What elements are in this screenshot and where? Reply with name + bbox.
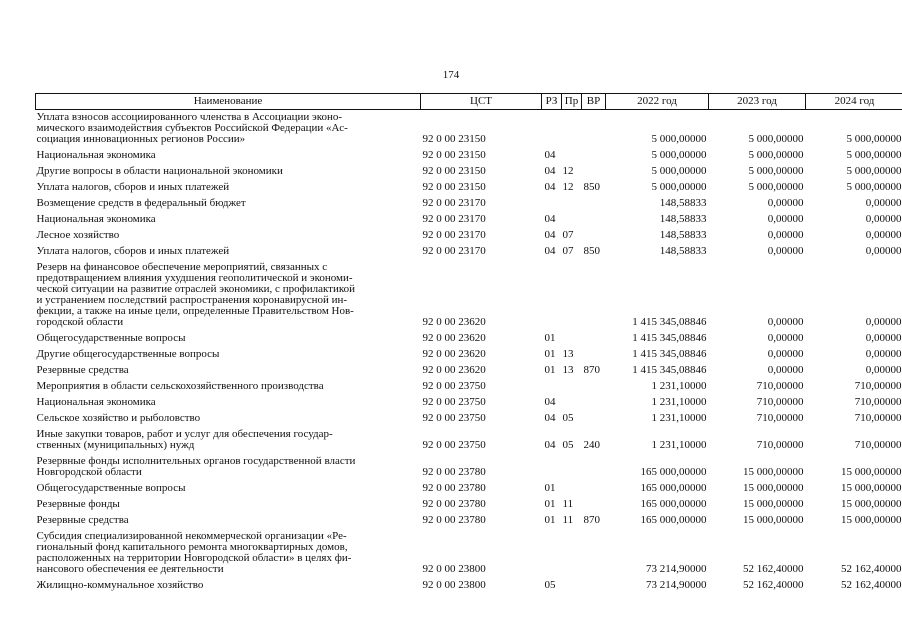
amount-2024-cell: 15 000,00000 xyxy=(841,482,902,494)
vr-cell xyxy=(582,260,606,331)
name-cell xyxy=(36,363,421,379)
cst-cell: 92 0 00 23800 xyxy=(422,563,486,575)
amount-2023-cell: 0,00000 xyxy=(767,364,804,376)
vr-cell xyxy=(582,481,606,497)
amount-2022-cell: 73 214,90000 xyxy=(646,579,707,591)
amount-2023-cell: 0,00000 xyxy=(767,332,804,344)
table-row xyxy=(36,110,902,149)
pr-cell: 07 xyxy=(562,229,574,241)
name-line: ческой ситуации на развитие отраслей экономики, с профилактикой xyxy=(36,283,356,295)
header-cst: ЦСТ xyxy=(421,94,542,110)
name-cell xyxy=(36,427,421,454)
pr-cell: 12 xyxy=(562,181,574,193)
name-line: Общегосударственные вопросы xyxy=(36,482,186,494)
name-line: фекции, а также на иные цели, определенные Правительством Нов- xyxy=(36,305,354,317)
name-line: Другие общегосударственные вопросы xyxy=(36,348,220,360)
pr-cell xyxy=(562,110,582,149)
amount-2022-cell: 165 000,00000 xyxy=(640,466,707,478)
amount-2024-cell: 5 000,00000 xyxy=(846,149,902,161)
amount-2023-cell: 0,00000 xyxy=(767,316,804,328)
header-name: Наименование xyxy=(36,94,421,110)
table-row xyxy=(36,260,902,331)
cst-cell: 92 0 00 23800 xyxy=(422,579,486,591)
name-line: и устранением последствий распространения коронавирусной ин- xyxy=(36,294,348,306)
table-row xyxy=(36,164,902,180)
pr-cell xyxy=(562,529,582,578)
name-line: Национальная экономика xyxy=(36,149,156,161)
rz-cell: 01 xyxy=(544,482,556,494)
cst-cell: 92 0 00 23170 xyxy=(422,197,486,209)
amount-2023-cell: 0,00000 xyxy=(767,229,804,241)
amount-2024-cell: 710,00000 xyxy=(854,380,902,392)
amount-2022-cell: 1 415 345,08846 xyxy=(632,364,707,376)
name-line: Национальная экономика xyxy=(36,396,156,408)
amount-2022-cell: 5 000,00000 xyxy=(651,149,707,161)
pr-cell xyxy=(562,260,582,331)
amount-2022-cell: 148,58833 xyxy=(659,229,707,241)
name-cell xyxy=(36,212,421,228)
table-row xyxy=(36,148,902,164)
vr-cell xyxy=(582,379,606,395)
table-row xyxy=(36,529,902,578)
table-row xyxy=(36,363,902,379)
name-line: социация инновационных регионов России» xyxy=(36,133,246,145)
name-cell xyxy=(36,244,421,260)
rz-cell: 01 xyxy=(544,348,556,360)
name-cell xyxy=(36,529,421,578)
vr-cell xyxy=(582,228,606,244)
cst-cell: 92 0 00 23620 xyxy=(422,316,486,328)
amount-2024-cell: 710,00000 xyxy=(854,396,902,408)
table-row xyxy=(36,228,902,244)
pr-cell xyxy=(562,395,582,411)
amount-2022-cell: 5 000,00000 xyxy=(651,133,707,145)
name-line: Резервные средства xyxy=(36,514,129,526)
amount-2022-cell: 1 415 345,08846 xyxy=(632,348,707,360)
cst-cell: 92 0 00 23750 xyxy=(422,412,486,424)
cst-cell: 92 0 00 23620 xyxy=(422,332,486,344)
amount-2023-cell: 52 162,40000 xyxy=(743,563,804,575)
vr-cell xyxy=(582,212,606,228)
cst-cell: 92 0 00 23620 xyxy=(422,364,486,376)
cst-cell: 92 0 00 23150 xyxy=(422,165,486,177)
table-header xyxy=(36,94,902,110)
table-row xyxy=(36,454,902,481)
cst-cell: 92 0 00 23170 xyxy=(422,245,486,257)
pr-cell xyxy=(562,379,582,395)
page-number: 174 xyxy=(442,69,460,81)
amount-2024-cell: 15 000,00000 xyxy=(841,514,902,526)
table-row xyxy=(36,379,902,395)
cst-cell: 92 0 00 23150 xyxy=(422,181,486,193)
cst-cell: 92 0 00 23780 xyxy=(422,498,486,510)
amount-2024-cell: 710,00000 xyxy=(854,439,902,451)
vr-cell: 870 xyxy=(583,514,600,526)
amount-2023-cell: 0,00000 xyxy=(767,348,804,360)
amount-2022-cell: 5 000,00000 xyxy=(651,165,707,177)
pr-cell: 05 xyxy=(562,439,574,451)
vr-cell xyxy=(582,331,606,347)
amount-2022-cell: 148,58833 xyxy=(659,213,707,225)
pr-cell: 11 xyxy=(562,498,574,510)
header-2022: 2022 год xyxy=(606,94,709,110)
table-body xyxy=(36,110,902,595)
vr-cell xyxy=(582,578,606,594)
table-row xyxy=(36,212,902,228)
amount-2024-cell: 5 000,00000 xyxy=(846,133,902,145)
rz-cell xyxy=(542,379,562,395)
vr-cell xyxy=(582,196,606,212)
rz-cell: 05 xyxy=(544,579,556,591)
name-line: расположенных на территории Новгородской области» в целях фи- xyxy=(36,552,352,564)
amount-2023-cell: 15 000,00000 xyxy=(743,482,804,494)
table-row xyxy=(36,196,902,212)
name-line: Уплата налогов, сборов и иных платежей xyxy=(36,245,230,257)
pr-cell xyxy=(562,331,582,347)
cst-cell: 92 0 00 23150 xyxy=(422,149,486,161)
amount-2024-cell: 0,00000 xyxy=(865,364,902,376)
name-line: Сельское хозяйство и рыболовство xyxy=(36,412,201,424)
name-line: Резервные фонды xyxy=(36,498,120,510)
cst-cell: 92 0 00 23150 xyxy=(422,133,486,145)
header-2024: 2024 год xyxy=(806,94,902,110)
name-line: Другие вопросы в области национальной экономики xyxy=(36,165,283,177)
budget-table xyxy=(35,93,902,594)
name-line: нансового обеспечения ее деятельности xyxy=(36,563,224,575)
name-line: Новгородской области xyxy=(36,466,142,478)
rz-cell xyxy=(542,529,562,578)
amount-2024-cell: 5 000,00000 xyxy=(846,165,902,177)
rz-cell: 01 xyxy=(544,498,556,510)
rz-cell: 01 xyxy=(544,332,556,344)
amount-2024-cell: 5 000,00000 xyxy=(846,181,902,193)
vr-cell xyxy=(582,110,606,149)
name-line: Общегосударственные вопросы xyxy=(36,332,186,344)
cst-cell: 92 0 00 23170 xyxy=(422,229,486,241)
amount-2022-cell: 165 000,00000 xyxy=(640,514,707,526)
rz-cell: 04 xyxy=(544,412,556,424)
amount-2024-cell: 0,00000 xyxy=(865,229,902,241)
table-row xyxy=(36,427,902,454)
pr-cell: 05 xyxy=(562,412,574,424)
name-line: Национальная экономика xyxy=(36,213,156,225)
name-line: Субсидия специализированной некоммерческой организации «Ре- xyxy=(36,530,347,542)
name-line: Лесное хозяйство xyxy=(36,229,120,241)
vr-cell xyxy=(582,529,606,578)
vr-cell: 870 xyxy=(583,364,600,376)
amount-2023-cell: 710,00000 xyxy=(756,396,804,408)
name-line: Возмещение средств в федеральный бюджет xyxy=(36,197,246,209)
table-row xyxy=(36,497,902,513)
vr-cell xyxy=(582,497,606,513)
name-cell xyxy=(36,110,421,149)
amount-2022-cell: 5 000,00000 xyxy=(651,181,707,193)
rz-cell: 01 xyxy=(544,364,556,376)
vr-cell xyxy=(582,148,606,164)
amount-2022-cell: 1 231,10000 xyxy=(651,439,707,451)
name-line: Иные закупки товаров, работ и услуг для обеспечения государ- xyxy=(36,428,333,440)
rz-cell: 04 xyxy=(544,245,556,257)
amount-2022-cell: 1 415 345,08846 xyxy=(632,332,707,344)
pr-cell xyxy=(562,481,582,497)
amount-2023-cell: 15 000,00000 xyxy=(743,514,804,526)
amount-2023-cell: 5 000,00000 xyxy=(748,133,804,145)
name-cell xyxy=(36,578,421,594)
name-cell xyxy=(36,196,421,212)
vr-cell: 850 xyxy=(583,181,600,193)
name-line: Уплата налогов, сборов и иных платежей xyxy=(36,181,230,193)
cst-cell: 92 0 00 23620 xyxy=(422,348,486,360)
table-row xyxy=(36,331,902,347)
pr-cell xyxy=(562,196,582,212)
name-cell xyxy=(36,379,421,395)
amount-2023-cell: 5 000,00000 xyxy=(748,165,804,177)
amount-2024-cell: 710,00000 xyxy=(854,412,902,424)
rz-cell xyxy=(542,260,562,331)
pr-cell: 12 xyxy=(562,165,574,177)
name-cell xyxy=(36,164,421,180)
rz-cell: 04 xyxy=(544,213,556,225)
header-rz: РЗ xyxy=(542,94,562,110)
pr-cell xyxy=(562,148,582,164)
rz-cell: 04 xyxy=(544,165,556,177)
table-row xyxy=(36,395,902,411)
name-line: городской области xyxy=(36,316,124,328)
vr-cell xyxy=(582,395,606,411)
header-2023: 2023 год xyxy=(709,94,806,110)
name-line: Резервные средства xyxy=(36,364,129,376)
amount-2023-cell: 0,00000 xyxy=(767,197,804,209)
vr-cell xyxy=(582,164,606,180)
vr-cell: 240 xyxy=(583,439,600,451)
cst-cell: 92 0 00 23780 xyxy=(422,482,486,494)
name-line: ственных (муниципальных) нужд xyxy=(36,439,195,451)
header-pr: Пр xyxy=(562,94,582,110)
cst-cell: 92 0 00 23170 xyxy=(422,213,486,225)
amount-2024-cell: 52 162,40000 xyxy=(841,563,902,575)
pr-cell: 11 xyxy=(562,514,574,526)
header-vr: ВР xyxy=(582,94,606,110)
pr-cell: 07 xyxy=(562,245,574,257)
table-row xyxy=(36,411,902,427)
rz-cell: 04 xyxy=(544,149,556,161)
amount-2024-cell: 0,00000 xyxy=(865,245,902,257)
rz-cell: 04 xyxy=(544,181,556,193)
cst-cell: 92 0 00 23750 xyxy=(422,396,486,408)
rz-cell xyxy=(542,454,562,481)
amount-2023-cell: 15 000,00000 xyxy=(743,466,804,478)
amount-2024-cell: 0,00000 xyxy=(865,332,902,344)
amount-2023-cell: 5 000,00000 xyxy=(748,181,804,193)
rz-cell: 04 xyxy=(544,439,556,451)
name-line: Мероприятия в области сельскохозяйственного производства xyxy=(36,380,324,392)
rz-cell: 04 xyxy=(544,229,556,241)
amount-2022-cell: 1 231,10000 xyxy=(651,396,707,408)
table-row xyxy=(36,513,902,529)
pr-cell: 13 xyxy=(562,348,574,360)
amount-2024-cell: 15 000,00000 xyxy=(841,466,902,478)
amount-2024-cell: 0,00000 xyxy=(865,213,902,225)
name-cell xyxy=(36,180,421,196)
name-cell xyxy=(36,481,421,497)
cst-cell: 92 0 00 23750 xyxy=(422,439,486,451)
cst-cell: 92 0 00 23750 xyxy=(422,380,486,392)
amount-2024-cell: 0,00000 xyxy=(865,316,902,328)
name-cell xyxy=(36,148,421,164)
amount-2024-cell: 0,00000 xyxy=(865,197,902,209)
name-line: Уплата взносов ассоциированного членства в Ассоциации эконо- xyxy=(36,111,343,123)
vr-cell xyxy=(582,347,606,363)
name-cell xyxy=(36,497,421,513)
name-cell xyxy=(36,228,421,244)
rz-cell xyxy=(542,196,562,212)
name-cell xyxy=(36,513,421,529)
table-row xyxy=(36,244,902,260)
amount-2023-cell: 710,00000 xyxy=(756,412,804,424)
amount-2024-cell: 0,00000 xyxy=(865,348,902,360)
name-line: мического взаимодействия субъектов Российской Федерации «Ас- xyxy=(36,122,348,134)
amount-2023-cell: 52 162,40000 xyxy=(743,579,804,591)
amount-2023-cell: 0,00000 xyxy=(767,213,804,225)
vr-cell xyxy=(582,411,606,427)
amount-2022-cell: 1 415 345,08846 xyxy=(632,316,707,328)
amount-2023-cell: 710,00000 xyxy=(756,439,804,451)
cst-cell: 92 0 00 23780 xyxy=(422,514,486,526)
amount-2023-cell: 5 000,00000 xyxy=(748,149,804,161)
name-cell xyxy=(36,260,421,331)
amount-2022-cell: 148,58833 xyxy=(659,197,707,209)
name-line: Резерв на финансовое обеспечение мероприятий, связанных с xyxy=(36,261,328,273)
name-line: Жилищно-коммунальное хозяйство xyxy=(36,579,204,591)
name-line: предотвращением влияния ухудшения геополитической и экономи- xyxy=(36,272,353,284)
amount-2022-cell: 1 231,10000 xyxy=(651,412,707,424)
amount-2023-cell: 0,00000 xyxy=(767,245,804,257)
pr-cell: 13 xyxy=(562,364,574,376)
name-cell xyxy=(36,347,421,363)
amount-2024-cell: 15 000,00000 xyxy=(841,498,902,510)
cst-cell: 92 0 00 23780 xyxy=(422,466,486,478)
name-cell xyxy=(36,395,421,411)
amount-2022-cell: 73 214,90000 xyxy=(646,563,707,575)
pr-cell xyxy=(562,454,582,481)
name-cell xyxy=(36,331,421,347)
name-line: гиональный фонд капитального ремонта многоквартирных домов, xyxy=(36,541,348,553)
table-row xyxy=(36,180,902,196)
name-cell xyxy=(36,411,421,427)
table-row xyxy=(36,347,902,363)
vr-cell: 850 xyxy=(583,245,600,257)
vr-cell xyxy=(582,454,606,481)
amount-2022-cell: 1 231,10000 xyxy=(651,380,707,392)
pr-cell xyxy=(562,578,582,594)
name-cell xyxy=(36,454,421,481)
amount-2022-cell: 165 000,00000 xyxy=(640,498,707,510)
rz-cell xyxy=(542,110,562,149)
rz-cell: 01 xyxy=(544,514,556,526)
table-row xyxy=(36,578,902,594)
amount-2024-cell: 52 162,40000 xyxy=(841,579,902,591)
table-row xyxy=(36,481,902,497)
amount-2023-cell: 710,00000 xyxy=(756,380,804,392)
amount-2022-cell: 165 000,00000 xyxy=(640,482,707,494)
pr-cell xyxy=(562,212,582,228)
name-line: Резервные фонды исполнительных органов государственной власти xyxy=(36,455,356,467)
rz-cell: 04 xyxy=(544,396,556,408)
amount-2023-cell: 15 000,00000 xyxy=(743,498,804,510)
amount-2022-cell: 148,58833 xyxy=(659,245,707,257)
